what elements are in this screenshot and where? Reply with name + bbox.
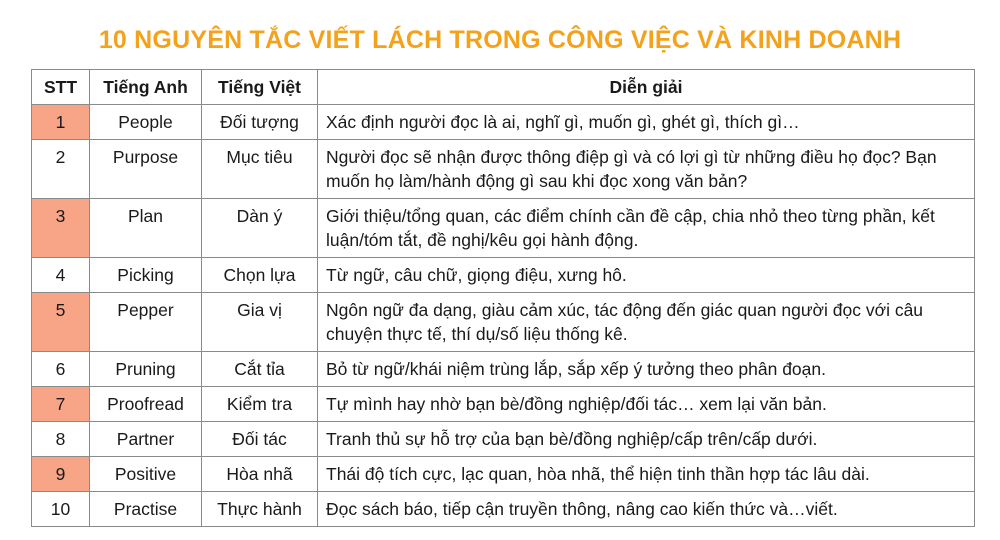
row-description: Xác định người đọc là ai, nghĩ gì, muốn gì, ghét gì, thích gì… (318, 105, 975, 140)
row-english: Positive (90, 457, 202, 492)
row-description: Tranh thủ sự hỗ trợ của bạn bè/đồng nghiệp/cấp trên/cấp dưới. (318, 422, 975, 457)
row-english: Pruning (90, 352, 202, 387)
row-stt: 7 (32, 387, 90, 422)
row-description: Thái độ tích cực, lạc quan, hòa nhã, thể hiện tinh thần hợp tác lâu dài. (318, 457, 975, 492)
table-row (32, 199, 975, 258)
page-title: 10 NGUYÊN TẮC VIẾT LÁCH TRONG CÔNG VIỆC VÀ KINH DOANH (98, 26, 902, 54)
row-stt: 2 (32, 140, 90, 199)
row-description: Đọc sách báo, tiếp cận truyền thông, nâng cao kiến thức và…viết. (318, 492, 975, 527)
table-row (32, 258, 975, 293)
row-vietnamese: Kiểm tra (202, 387, 318, 422)
row-vietnamese: Đối tượng (202, 105, 318, 140)
table-row (32, 293, 975, 352)
row-description: Từ ngữ, câu chữ, giọng điệu, xưng hô. (318, 258, 975, 293)
row-vietnamese: Thực hành (202, 492, 318, 527)
row-stt: 9 (32, 457, 90, 492)
row-vietnamese: Cắt tỉa (202, 352, 318, 387)
table-row (32, 492, 975, 527)
row-vietnamese: Chọn lựa (202, 258, 318, 293)
row-english: Proofread (90, 387, 202, 422)
row-vietnamese: Dàn ý (202, 199, 318, 258)
row-description: Giới thiệu/tổng quan, các điểm chính cần đề cập, chia nhỏ theo từng phần, kết luận/tóm tắt, đề nghị/kêu gọi hành động. (318, 199, 975, 258)
row-stt: 10 (32, 492, 90, 527)
row-stt: 1 (32, 105, 90, 140)
header-stt: STT (32, 70, 90, 105)
table-row (32, 457, 975, 492)
row-english: Pepper (90, 293, 202, 352)
row-vietnamese: Gia vị (202, 293, 318, 352)
row-vietnamese: Mục tiêu (202, 140, 318, 199)
row-english: Plan (90, 199, 202, 258)
table-row (32, 422, 975, 457)
row-description: Người đọc sẽ nhận được thông điệp gì và có lợi gì từ những điều họ đọc? Bạn muốn họ làm/hành động gì sau khi đọc xong văn bản? (318, 140, 975, 199)
table-row (32, 352, 975, 387)
row-description: Bỏ từ ngữ/khái niệm trùng lắp, sắp xếp ý tưởng theo phân đoạn. (318, 352, 975, 387)
row-english: Picking (90, 258, 202, 293)
table-header-row (32, 70, 975, 105)
row-description: Ngôn ngữ đa dạng, giàu cảm xúc, tác động đến giác quan người đọc với câu chuyện thực tế, thí dụ/số liệu thống kê. (318, 293, 975, 352)
row-english: Practise (90, 492, 202, 527)
row-english: Purpose (90, 140, 202, 199)
row-stt: 3 (32, 199, 90, 258)
row-stt: 5 (32, 293, 90, 352)
header-vietnamese: Tiếng Việt (202, 70, 318, 105)
row-vietnamese: Hòa nhã (202, 457, 318, 492)
header-description: Diễn giải (318, 70, 975, 105)
table-row (32, 387, 975, 422)
table-row (32, 140, 975, 199)
row-vietnamese: Đối tác (202, 422, 318, 457)
row-stt: 8 (32, 422, 90, 457)
row-stt: 6 (32, 352, 90, 387)
row-english: People (90, 105, 202, 140)
row-description: Tự mình hay nhờ bạn bè/đồng nghiệp/đối tác… xem lại văn bản. (318, 387, 975, 422)
principles-table (31, 69, 975, 527)
table-row (32, 105, 975, 140)
row-stt: 4 (32, 258, 90, 293)
header-english: Tiếng Anh (90, 70, 202, 105)
row-english: Partner (90, 422, 202, 457)
